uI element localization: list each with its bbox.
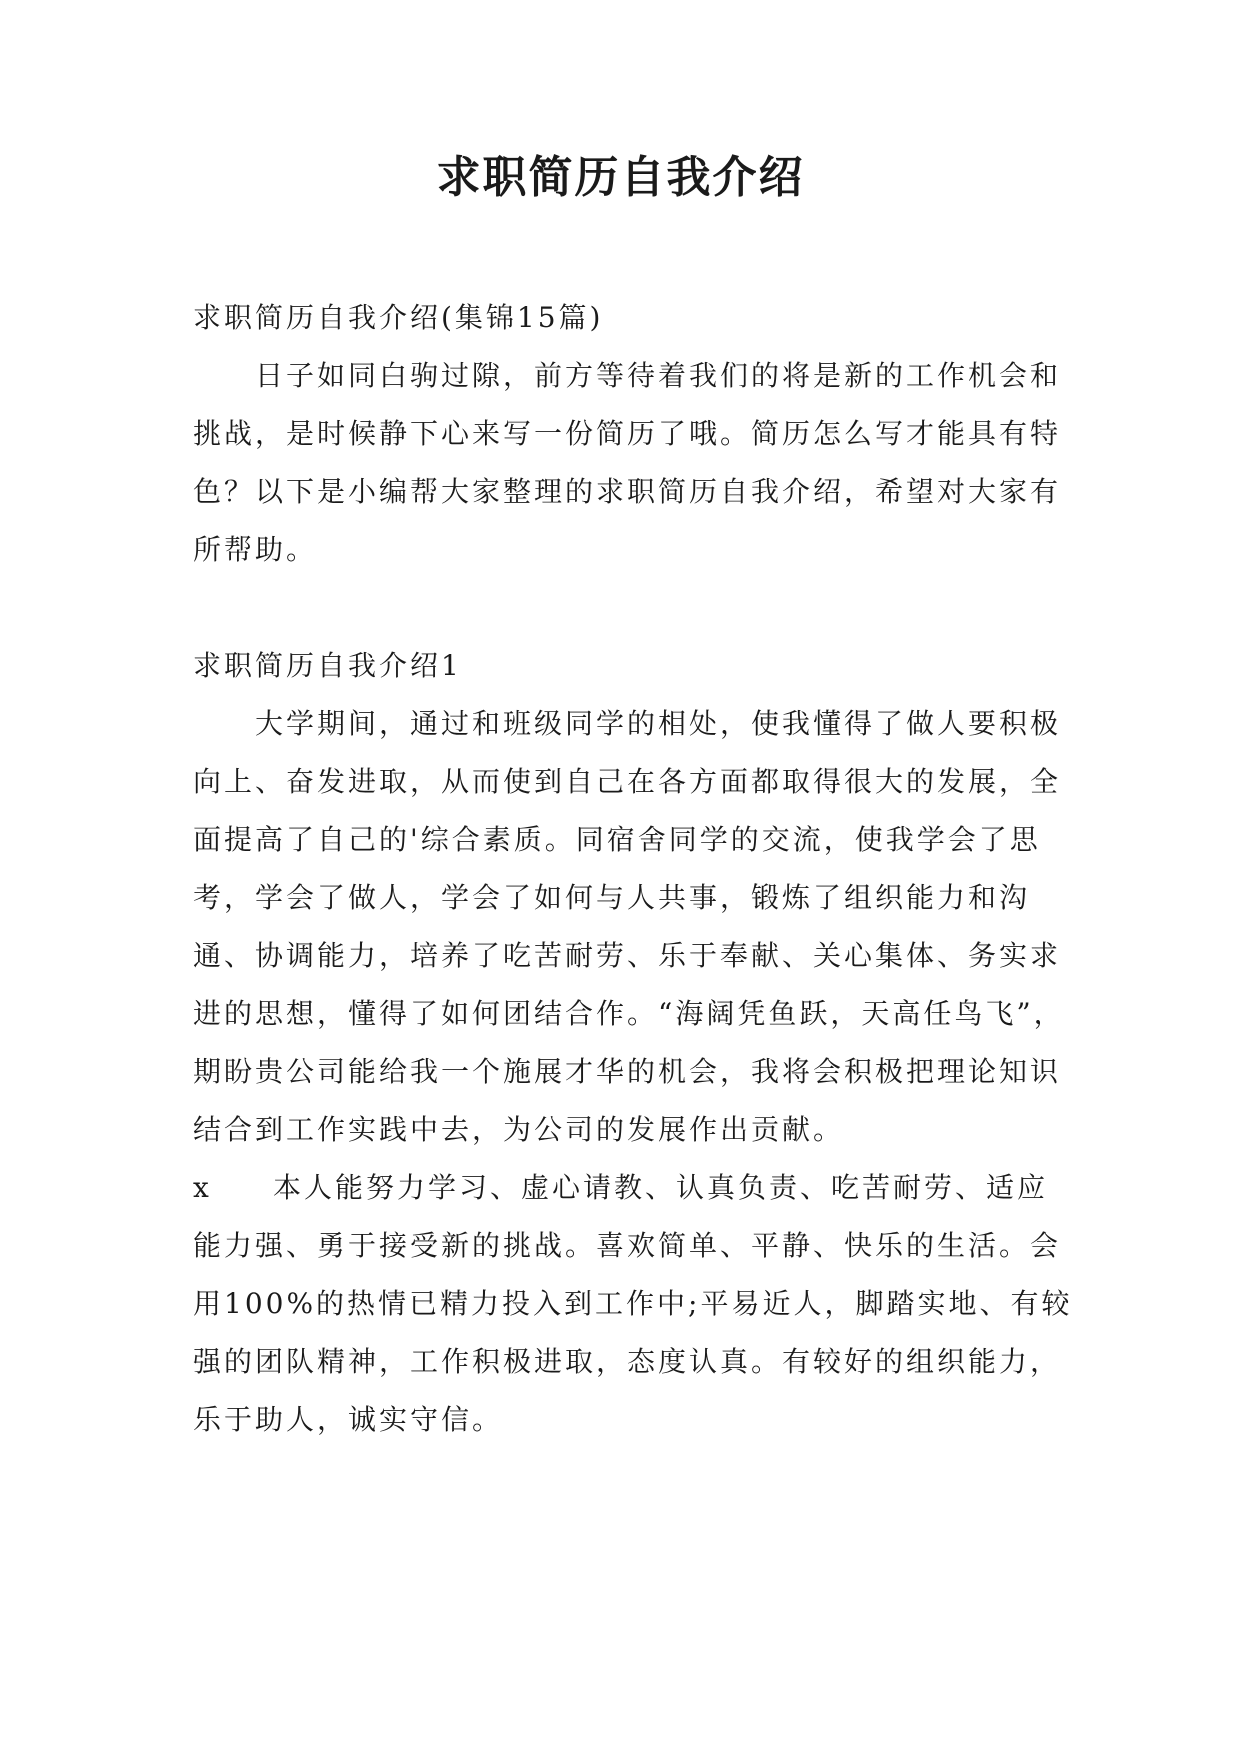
section-paragraph: 大学期间，通过和班级同学的相处，使我懂得了做人要积极向上、奋发进取，从而使到自己在各方面都取得很大的发展，全面提高了自己的'综合素质。同宿舍同学的交流，使我学会了思考，学会了做人，学会了如何与人共事，锻炼了组织能力和沟通、协调能力，培养了吃苦耐劳、乐于奉献、关心集体、务实求进的思想，懂得了如何团结合作。“海阔凭鱼跃，天高任鸟飞”，期盼贵公司能给我一个施展才华的机会，我将会积极把理论知识结合到工作实践中去，为公司的发展作出贡献。 (193, 707, 1065, 1146)
document-body (193, 289, 1073, 1449)
document-subtitle: 求职简历自我介绍(集锦15篇) (193, 301, 604, 334)
section-heading: 求职简历自我介绍1 (193, 649, 462, 682)
intro-paragraph: 日子如同白驹过隙，前方等待着我们的将是新的工作机会和挑战，是时候静下心来写一份简历了哦。简历怎么写才能具有特色？以下是小编帮大家整理的求职简历自我介绍，希望对大家有所帮助。 (193, 359, 1062, 566)
section-paragraph-2 (193, 1159, 1073, 1449)
document-title: 求职简历自我介绍 (436, 152, 805, 203)
list-marker: x (193, 1171, 212, 1204)
paragraph-spacer (193, 579, 1073, 637)
section-paragraph-2-text: 本人能努力学习、虚心请教、认真负责、吃苦耐劳、适应能力强、勇于接受新的挑战。喜欢简单、平静、快乐的生活。会用100%的热情已精力投入到工作中;平易近人，脚踏实地、有较强的团队精神，工作积极进取，态度认真。有较好的组织能力，乐于助人，诚实守信。 (193, 1171, 1073, 1436)
